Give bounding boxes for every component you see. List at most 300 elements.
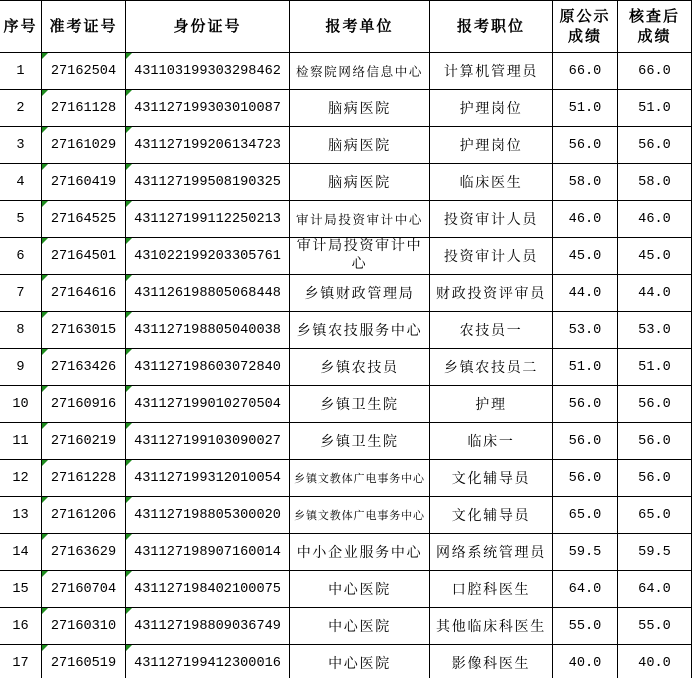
position-cell (430, 53, 553, 90)
header-original-score-label: 原公示 成绩 (559, 8, 611, 45)
exam-id-cell (42, 312, 126, 349)
seq-cell (0, 497, 42, 534)
verified-score-text: 51.0 (638, 100, 671, 116)
position-text: 文化辅导员 (451, 509, 531, 524)
seq-text: 5 (16, 211, 25, 227)
seq-cell (0, 645, 42, 678)
original-score-text: 45.0 (568, 248, 602, 264)
id-number-text: 431127198907160014 (134, 544, 281, 560)
error-indicator-icon (126, 275, 132, 281)
original-score-text: 51.0 (568, 100, 602, 116)
header-exam-id-label: 准考证号 (49, 18, 118, 35)
error-indicator-icon (42, 645, 48, 651)
unit-text: 乡镇农技员 (320, 361, 399, 376)
error-indicator-icon (42, 497, 48, 503)
position-cell (430, 423, 553, 460)
error-indicator-icon (42, 534, 48, 540)
id-number-text: 431127198809036749 (134, 618, 281, 634)
exam-id-cell (42, 275, 126, 312)
verified-score-cell (618, 534, 692, 571)
original-score-text: 56.0 (568, 137, 602, 153)
verified-score-text: 56.0 (638, 470, 671, 486)
error-indicator-icon (126, 571, 132, 577)
seq-cell (0, 275, 42, 312)
position-text: 投资审计人员 (443, 250, 539, 265)
verified-score-cell (618, 53, 692, 90)
id-number-cell (126, 201, 290, 238)
seq-text: 13 (12, 507, 29, 523)
seq-text: 1 (16, 63, 25, 79)
verified-score-cell (618, 164, 692, 201)
id-number-text: 431127198805040038 (134, 322, 281, 338)
header-seq-label: 序号 (3, 18, 38, 35)
original-score-text: 51.0 (568, 359, 602, 375)
exam-id-cell (42, 608, 126, 645)
error-indicator-icon (126, 423, 132, 429)
error-indicator-icon (126, 349, 132, 355)
unit-cell (290, 275, 430, 312)
id-number-cell (126, 127, 290, 164)
position-text: 计算机管理员 (443, 65, 539, 80)
table-row (0, 53, 692, 90)
verified-score-cell (618, 201, 692, 238)
exam-id-text: 27163629 (50, 544, 117, 560)
unit-text: 乡镇文教体广电事务中心 (294, 510, 425, 522)
original-score-cell (553, 312, 618, 349)
unit-cell (290, 127, 430, 164)
exam-id-cell (42, 201, 126, 238)
exam-id-text: 27163426 (50, 359, 117, 375)
verified-score-cell (618, 608, 692, 645)
table-row (0, 386, 692, 423)
exam-id-cell (42, 497, 126, 534)
position-text: 乡镇农技员二 (443, 361, 539, 376)
seq-text: 6 (16, 248, 25, 264)
id-number-text: 431022199203305761 (134, 248, 281, 264)
error-indicator-icon (42, 571, 48, 577)
seq-text: 7 (16, 285, 25, 301)
table-row (0, 534, 692, 571)
original-score-cell (553, 90, 618, 127)
error-indicator-icon (126, 645, 132, 651)
error-indicator-icon (42, 90, 48, 96)
seq-text: 12 (12, 470, 29, 486)
position-cell (430, 312, 553, 349)
error-indicator-icon (126, 164, 132, 170)
position-cell (430, 164, 553, 201)
unit-cell (290, 238, 430, 275)
verified-score-cell (618, 645, 692, 678)
verified-score-cell (618, 127, 692, 164)
exam-id-text: 27160916 (50, 396, 117, 412)
verified-score-text: 53.0 (638, 322, 671, 338)
position-text: 其他临床科医生 (436, 620, 546, 635)
seq-text: 4 (16, 174, 25, 190)
verified-score-cell (618, 386, 692, 423)
unit-text: 乡镇财政管理局 (304, 287, 415, 302)
header-position-label: 报考职位 (456, 18, 525, 35)
error-indicator-icon (42, 460, 48, 466)
header-exam-id (42, 0, 126, 53)
exam-id-text: 27161206 (50, 507, 117, 523)
unit-text: 中小企业服务中心 (296, 546, 423, 561)
header-original-score (553, 0, 618, 53)
table-row (0, 645, 692, 678)
seq-text: 16 (12, 618, 29, 634)
header-seq (0, 0, 42, 53)
error-indicator-icon (126, 312, 132, 318)
table-row (0, 312, 692, 349)
position-cell (430, 275, 553, 312)
error-indicator-icon (126, 497, 132, 503)
seq-cell (0, 571, 42, 608)
seq-text: 15 (12, 581, 29, 597)
position-cell (430, 386, 553, 423)
error-indicator-icon (42, 164, 48, 170)
verified-score-text: 58.0 (638, 174, 671, 190)
table-row (0, 497, 692, 534)
verified-score-text: 44.0 (638, 285, 671, 301)
table-row (0, 127, 692, 164)
original-score-cell (553, 238, 618, 275)
verified-score-cell (618, 349, 692, 386)
error-indicator-icon (126, 460, 132, 466)
id-number-cell (126, 90, 290, 127)
unit-text: 乡镇卫生院 (320, 435, 399, 450)
id-number-text: 431127199312010054 (134, 470, 281, 486)
original-score-cell (553, 53, 618, 90)
unit-text: 脑病医院 (328, 139, 391, 154)
header-unit (290, 0, 430, 53)
exam-id-cell (42, 349, 126, 386)
error-indicator-icon (42, 386, 48, 392)
position-cell (430, 349, 553, 386)
original-score-cell (553, 571, 618, 608)
id-number-cell (126, 571, 290, 608)
id-number-text: 431127199206134723 (134, 137, 281, 153)
original-score-text: 56.0 (568, 433, 602, 449)
position-text: 护理岗位 (459, 102, 523, 117)
header-position (430, 0, 553, 53)
error-indicator-icon (126, 238, 132, 244)
unit-cell (290, 201, 430, 238)
header-id-number (126, 0, 290, 53)
seq-text: 11 (12, 433, 29, 449)
exam-id-text: 27161228 (50, 470, 117, 486)
exam-id-cell (42, 571, 126, 608)
id-number-text: 431126198805068448 (134, 285, 281, 301)
seq-text: 2 (16, 100, 25, 116)
position-text: 护理岗位 (459, 139, 523, 154)
seq-text: 14 (12, 544, 29, 560)
original-score-text: 56.0 (568, 396, 602, 412)
seq-cell (0, 608, 42, 645)
position-cell (430, 90, 553, 127)
id-number-cell (126, 423, 290, 460)
original-score-cell (553, 127, 618, 164)
error-indicator-icon (126, 127, 132, 133)
position-cell (430, 497, 553, 534)
original-score-cell (553, 164, 618, 201)
original-score-text: 53.0 (568, 322, 602, 338)
error-indicator-icon (42, 608, 48, 614)
exam-id-text: 27160519 (50, 655, 117, 671)
id-number-text: 431127199010270504 (134, 396, 281, 412)
original-score-cell (553, 534, 618, 571)
id-number-text: 431127198603072840 (134, 359, 281, 375)
position-text: 文化辅导员 (451, 472, 531, 487)
exam-id-cell (42, 238, 126, 275)
table-row (0, 423, 692, 460)
error-indicator-icon (42, 423, 48, 429)
position-cell (430, 608, 553, 645)
original-score-text: 56.0 (568, 470, 602, 486)
unit-text: 乡镇卫生院 (320, 398, 399, 413)
verified-score-text: 56.0 (638, 433, 671, 449)
id-number-text: 431127198402100075 (134, 581, 281, 597)
id-number-text: 431127199103090027 (134, 433, 281, 449)
exam-id-text: 27160704 (50, 581, 117, 597)
unit-text: 脑病医院 (328, 102, 391, 117)
original-score-cell (553, 423, 618, 460)
original-score-cell (553, 645, 618, 678)
error-indicator-icon (126, 90, 132, 96)
verified-score-cell (618, 497, 692, 534)
unit-cell (290, 349, 430, 386)
position-text: 财政投资评审员 (436, 287, 546, 302)
table-row (0, 571, 692, 608)
error-indicator-icon (126, 53, 132, 59)
table-row (0, 90, 692, 127)
table-row (0, 608, 692, 645)
unit-cell (290, 164, 430, 201)
verified-score-text: 55.0 (638, 618, 671, 634)
seq-text: 9 (16, 359, 25, 375)
verified-score-text: 51.0 (638, 359, 671, 375)
table-row (0, 238, 692, 275)
verified-score-text: 66.0 (638, 63, 671, 79)
exam-id-cell (42, 164, 126, 201)
verified-score-text: 59.5 (638, 544, 671, 560)
unit-cell (290, 386, 430, 423)
error-indicator-icon (42, 53, 48, 59)
error-indicator-icon (42, 127, 48, 133)
verified-score-text: 56.0 (638, 137, 671, 153)
position-text: 临床医生 (459, 176, 523, 191)
verified-score-cell (618, 423, 692, 460)
original-score-cell (553, 349, 618, 386)
exam-id-text: 27160219 (50, 433, 117, 449)
error-indicator-icon (126, 386, 132, 392)
id-number-cell (126, 497, 290, 534)
id-number-text: 431127199303010087 (134, 100, 281, 116)
position-cell (430, 645, 553, 678)
seq-cell (0, 460, 42, 497)
unit-cell (290, 571, 430, 608)
original-score-text: 65.0 (568, 507, 602, 523)
seq-cell (0, 127, 42, 164)
position-cell (430, 201, 553, 238)
unit-cell (290, 53, 430, 90)
id-number-text: 431127199112250213 (134, 211, 281, 227)
exam-id-text: 27160419 (50, 174, 117, 190)
position-text: 农技员一 (459, 324, 523, 339)
unit-text: 审计局投资审计中心 (296, 213, 423, 227)
unit-text: 脑病医院 (328, 176, 391, 191)
original-score-text: 46.0 (568, 211, 602, 227)
original-score-text: 59.5 (568, 544, 602, 560)
verified-score-cell (618, 238, 692, 275)
id-number-cell (126, 645, 290, 678)
seq-cell (0, 164, 42, 201)
error-indicator-icon (126, 608, 132, 614)
exam-id-text: 27164616 (50, 285, 117, 301)
seq-cell (0, 238, 42, 275)
position-cell (430, 571, 553, 608)
seq-text: 3 (16, 137, 25, 153)
exam-id-cell (42, 423, 126, 460)
exam-id-cell (42, 460, 126, 497)
position-text: 影像科医生 (451, 657, 531, 672)
seq-cell (0, 90, 42, 127)
id-number-cell (126, 312, 290, 349)
exam-id-text: 27163015 (50, 322, 117, 338)
id-number-cell (126, 238, 290, 275)
unit-cell (290, 497, 430, 534)
verified-score-text: 46.0 (638, 211, 671, 227)
unit-cell (290, 312, 430, 349)
id-number-cell (126, 164, 290, 201)
table-row (0, 275, 692, 312)
id-number-cell (126, 386, 290, 423)
error-indicator-icon (126, 534, 132, 540)
verified-score-cell (618, 460, 692, 497)
seq-text: 10 (12, 396, 29, 412)
id-number-cell (126, 460, 290, 497)
table-row (0, 349, 692, 386)
exam-id-cell (42, 90, 126, 127)
unit-text: 乡镇农技服务中心 (296, 324, 423, 339)
id-number-text: 431127199508190325 (134, 174, 281, 190)
verified-score-text: 65.0 (638, 507, 671, 523)
verified-score-text: 64.0 (638, 581, 671, 597)
exam-id-cell (42, 534, 126, 571)
position-cell (430, 238, 553, 275)
unit-text: 检察院网络信息中心 (296, 65, 423, 79)
exam-id-text: 27161029 (50, 137, 117, 153)
id-number-cell (126, 534, 290, 571)
position-text: 临床一 (467, 435, 515, 450)
unit-text: 中心医院 (328, 583, 391, 598)
original-score-text: 40.0 (568, 655, 602, 671)
unit-cell (290, 460, 430, 497)
verified-score-text: 40.0 (638, 655, 671, 671)
verified-score-text: 56.0 (638, 396, 671, 412)
position-text: 网络系统管理员 (436, 546, 546, 561)
exam-id-text: 27160310 (50, 618, 117, 634)
seq-cell (0, 53, 42, 90)
verified-score-cell (618, 571, 692, 608)
position-cell (430, 460, 553, 497)
original-score-cell (553, 201, 618, 238)
original-score-cell (553, 608, 618, 645)
verified-score-text: 45.0 (638, 248, 671, 264)
position-cell (430, 127, 553, 164)
unit-text: 中心医院 (328, 657, 391, 672)
seq-cell (0, 386, 42, 423)
header-unit-label: 报考单位 (325, 18, 394, 35)
unit-cell (290, 608, 430, 645)
header-id-number-label: 身份证号 (173, 18, 242, 35)
table-row (0, 201, 692, 238)
position-text: 投资审计人员 (443, 213, 539, 228)
seq-cell (0, 534, 42, 571)
original-score-text: 55.0 (568, 618, 602, 634)
table-row (0, 164, 692, 201)
original-score-cell (553, 386, 618, 423)
verified-score-cell (618, 90, 692, 127)
exam-id-text: 27164501 (50, 248, 117, 264)
exam-id-cell (42, 53, 126, 90)
exam-id-text: 27164525 (50, 211, 117, 227)
table-body (0, 53, 692, 678)
unit-cell (290, 423, 430, 460)
seq-cell (0, 349, 42, 386)
position-text: 护理 (475, 398, 507, 413)
table-row (0, 460, 692, 497)
error-indicator-icon (126, 201, 132, 207)
exam-id-text: 27162504 (50, 63, 117, 79)
header-verified-score-label: 核查后 成绩 (628, 8, 680, 45)
exam-id-cell (42, 645, 126, 678)
original-score-text: 58.0 (568, 174, 602, 190)
id-number-text: 431103199303298462 (134, 63, 281, 79)
verified-score-cell (618, 275, 692, 312)
seq-text: 8 (16, 322, 25, 338)
seq-text: 17 (12, 655, 29, 671)
id-number-cell (126, 608, 290, 645)
error-indicator-icon (42, 238, 48, 244)
original-score-cell (553, 460, 618, 497)
unit-text: 乡镇文教体广电事务中心 (294, 473, 425, 485)
original-score-cell (553, 275, 618, 312)
position-text: 口腔科医生 (451, 583, 531, 598)
header-row (0, 0, 692, 53)
position-cell (430, 534, 553, 571)
id-number-cell (126, 275, 290, 312)
unit-cell (290, 90, 430, 127)
seq-cell (0, 423, 42, 460)
unit-cell (290, 645, 430, 678)
error-indicator-icon (42, 201, 48, 207)
seq-cell (0, 312, 42, 349)
error-indicator-icon (42, 275, 48, 281)
error-indicator-icon (42, 349, 48, 355)
id-number-cell (126, 349, 290, 386)
unit-text: 中心医院 (328, 620, 391, 635)
error-indicator-icon (42, 312, 48, 318)
exam-id-cell (42, 386, 126, 423)
exam-id-cell (42, 127, 126, 164)
header-verified-score (618, 0, 692, 53)
original-score-text: 64.0 (568, 581, 602, 597)
exam-id-text: 27161128 (50, 100, 117, 116)
verified-score-cell (618, 312, 692, 349)
original-score-cell (553, 497, 618, 534)
original-score-text: 66.0 (568, 63, 602, 79)
id-number-text: 431127198805300020 (134, 507, 281, 523)
unit-text: 审计局投资审计中心 (296, 239, 423, 272)
